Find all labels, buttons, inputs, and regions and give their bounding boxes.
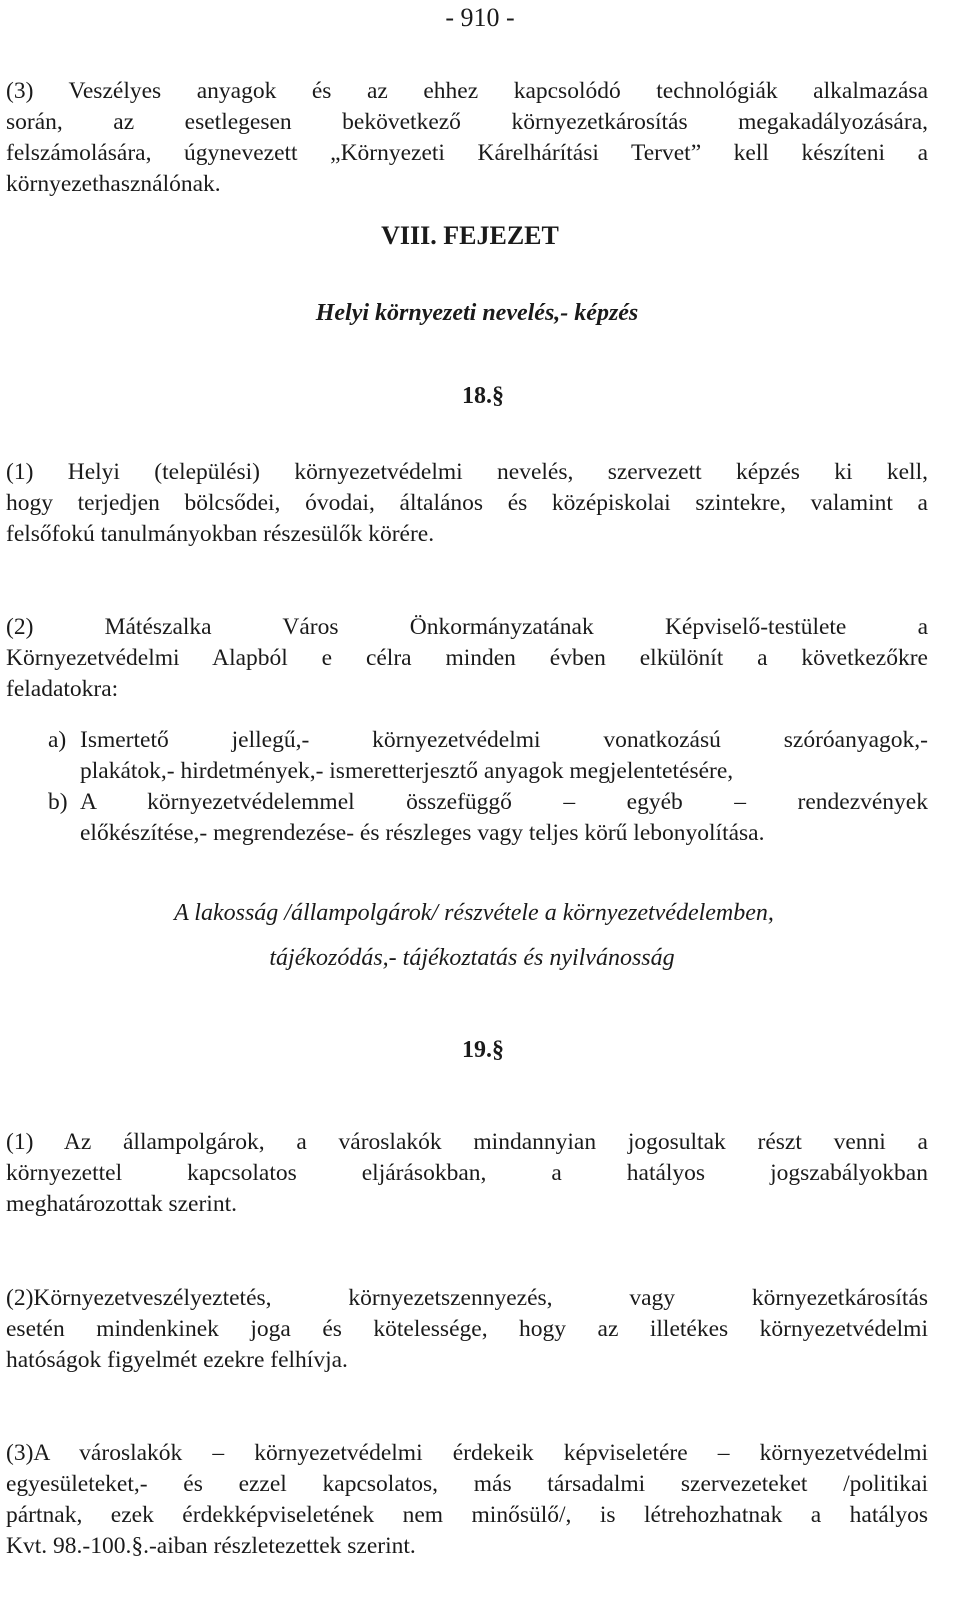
section-18-heading: 18.§ [462, 383, 504, 409]
text-line: Környezetvédelmi Alapból e célra minden évben elkülönít a következőkre [6, 645, 928, 671]
list-item [48, 787, 928, 849]
text-line: előkészítése,- megrendezése- és részleges vagy teljes körű lebonyolítása. [80, 820, 765, 846]
list-item [48, 725, 928, 787]
text-line: (3) Veszélyes anyagok és az ehhez kapcsolódó technológiák alkalmazása [6, 78, 928, 104]
text-line: egyesületeket,- és ezzel kapcsolatos, más társadalmi szervezeteket /politikai [6, 1471, 928, 1497]
list-marker: a) [48, 727, 67, 753]
chapter-title: VIII. FEJEZET [381, 221, 559, 250]
section-19-paragraph-3 [6, 1438, 928, 1562]
text-line: Ismertető jellegű,- környezetvédelmi vonatkozású szóróanyagok,- [80, 727, 928, 753]
task-list [48, 725, 928, 849]
text-line: meghatározottak szerint. [6, 1191, 237, 1217]
text-line: környezettel kapcsolatos eljárásokban, a hatályos jogszabályokban [6, 1160, 928, 1186]
text-line: (1) Helyi (települési) környezetvédelmi nevelés, szervezett képzés ki kell, [6, 459, 928, 485]
text-line: felszámolására, úgynevezett „Környezeti Kárelhárítási Tervet” kell készíteni a [6, 140, 928, 166]
text-line: környezethasználónak. [6, 171, 221, 197]
text-line: felsőfokú tanulmányokban részesülők körére. [6, 521, 435, 547]
text-line: során, az esetlegesen bekövetkező környezetkárosítás megakadályozására, [6, 109, 928, 135]
section-19-paragraph-2 [6, 1283, 928, 1376]
text-line: plakátok,- hirdetmények,- ismeretterjesztő anyagok megjelentetésére, [80, 758, 734, 784]
section-18-paragraph-1 [6, 457, 928, 550]
text-line: A környezetvédelemmel összefüggő – egyéb – rendezvények [80, 789, 928, 815]
italic-heading-line-1: A lakosság /állampolgárok/ részvétele a környezetvédelemben, [174, 900, 774, 926]
chapter-subtitle: Helyi környezeti nevelés,- képzés [315, 300, 639, 326]
text-line: esetén mindenkinek joga és kötelessége, hogy az illetékes környezetvédelmi [6, 1316, 928, 1342]
text-line: (3)A városlakók – környezetvédelmi érdekeik képviseletére – környezetvédelmi [6, 1440, 928, 1466]
text-line: (2)Környezetveszélyeztetés, környezetszennyezés, vagy környezetkárosítás [6, 1285, 928, 1311]
text-line: pártnak, ezek érdekképviseletének nem minősülő/, is létrehozhatnak a hatályos [6, 1502, 928, 1528]
list-marker: b) [48, 789, 68, 815]
text-line: (2) Mátészalka Város Önkormányzatának Képviselő-testülete a [6, 614, 928, 640]
text-line: (1) Az állampolgárok, a városlakók mindannyian jogosultak részt venni a [6, 1129, 928, 1155]
text-line: feladatokra: [6, 676, 119, 702]
paragraph-hazardous-materials [6, 76, 928, 200]
section-19-paragraph-1 [6, 1127, 928, 1220]
italic-heading-line-2: tájékozódás,- tájékoztatás és nyilvánosság [269, 945, 675, 971]
section-19-heading: 19.§ [462, 1037, 504, 1063]
section-18-paragraph-2 [6, 612, 928, 705]
text-line: Kvt. 98.-100.§.-aiban részletezettek szerint. [6, 1533, 416, 1559]
page-number: - 910 - [445, 3, 515, 32]
text-line: hogy terjedjen bölcsődei, óvodai, általános és középiskolai szintekre, valamint a [6, 490, 928, 516]
text-line: hatóságok figyelmét ezekre felhívja. [6, 1347, 348, 1373]
